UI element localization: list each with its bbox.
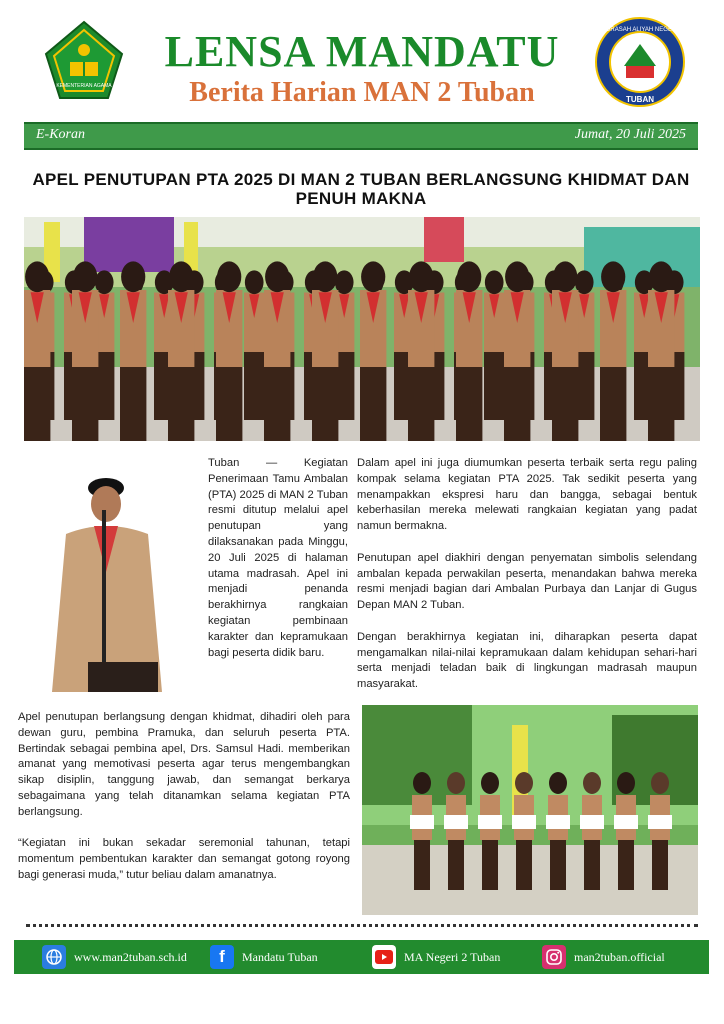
footer-bar bbox=[14, 940, 709, 974]
logo-right-top-text: MADRASAH ALIYAH NEGERI 2 bbox=[597, 27, 683, 33]
footer-facebook[interactable] bbox=[210, 940, 318, 974]
man2-tuban-logo bbox=[594, 16, 686, 108]
facebook-icon: f bbox=[210, 945, 234, 969]
article-paragraph: Dalam apel ini juga diumumkan peserta terbaik serta regu paling kompak selama kegiatan PTA 2025. Tak sedikit peserta yang menampakkan ekspresi haru dan bangga, sebagai bentuk keberhasilan mereka melewati rangkaian kegiatan yang padat namun bermakna. bbox=[357, 457, 697, 533]
article-headline: APEL PENUTUPAN PTA 2025 DI MAN 2 TUBAN BERLANGSUNG KHIDMAT DAN PENUH MAKNA bbox=[32, 170, 690, 208]
coach-portrait-photo bbox=[44, 462, 194, 692]
group-photo bbox=[362, 705, 698, 915]
footer-instagram[interactable] bbox=[542, 940, 665, 974]
article-column-bottom bbox=[18, 710, 350, 900]
footer-youtube[interactable] bbox=[372, 940, 500, 974]
footer-youtube-label: MA Negeri 2 Tuban bbox=[404, 949, 501, 964]
footer-website-label: www.man2tuban.sch.id bbox=[74, 949, 187, 964]
article-paragraph: Penutupan apel diakhiri dengan penyematan simbolis selendang ambalan kepada perwakilan peserta, menandakan bahwa mereka resmi menjadi bagian dari Ambalan Purbaya dan Lanjar di Gugus Depan MAN 2 Tuban. bbox=[357, 551, 697, 612]
logo-right-bottom-text: TUBAN bbox=[626, 95, 654, 104]
logo-left-text: KEMENTERIAN AGAMA bbox=[56, 83, 112, 89]
article-paragraph: “Kegiatan ini bukan sekadar seremonial tahunan, tetapi momentum pembentukan karakter dan semangat gotong royong bagi generasi muda,” tutur beliau dalam amanatnya. bbox=[18, 837, 350, 881]
date-band bbox=[24, 122, 698, 150]
youtube-icon bbox=[372, 945, 396, 969]
edition-label: E-Koran bbox=[36, 127, 85, 142]
newspaper-title: LENSA MANDATU bbox=[164, 27, 560, 76]
article-column-right bbox=[357, 456, 697, 709]
article-paragraph: Dengan berakhirnya kegiatan ini, diharapkan peserta dapat mengamalkan nilai-nilai kepramukaan dalam kehidupan sehari-hari serta menjadi teladan baik di lingkungan madrasah maupun masyarakat. bbox=[357, 630, 697, 691]
article-paragraph: Apel penutupan berlangsung dengan khidmat, dihadiri oleh para dewan guru, pembina Pramuka, dan seluruh peserta PTA. Bertindak sebagai pembina apel, Drs. Samsul Hadi. memberikan amanat yang memotivasi peserta agar terus mengembangkan sikap disiplin, tanggung jawab, dan semangat berkarya sebagaimana yang telah ditanamkan selama kegiatan PTA berlangsung. bbox=[18, 711, 350, 818]
instagram-icon bbox=[542, 945, 566, 969]
footer-website[interactable] bbox=[42, 940, 187, 974]
date-label: Jumat, 20 Juli 2025 bbox=[574, 127, 686, 142]
newspaper-subtitle: Berita Harian MAN 2 Tuban bbox=[189, 77, 535, 108]
main-photo bbox=[24, 217, 700, 441]
footer-divider bbox=[26, 924, 698, 927]
article-column-intro: Tuban — Kegiatan Penerimaan Tamu Ambalan (PTA) 2025 di MAN 2 Tuban resmi ditutup melalui apel penutupan yang dilaksanakan pada Minggu, 20 Juli 2025 di halaman utama madrasah. Apel ini menjadi penanda berakhirnya rangkaian kegiatan pembinaan karakter dan kepramukaan bagi peserta didik baru. bbox=[208, 457, 348, 659]
globe-icon bbox=[42, 945, 66, 969]
footer-instagram-label: man2tuban.official bbox=[574, 949, 665, 964]
footer-facebook-label: Mandatu Tuban bbox=[242, 949, 318, 964]
